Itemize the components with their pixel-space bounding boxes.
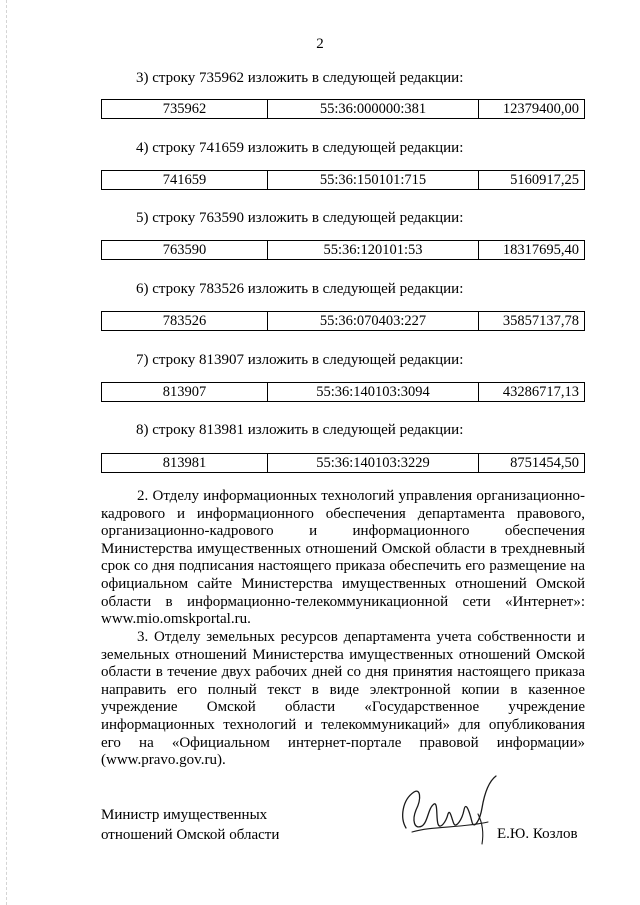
cadastral-value-cell: 8751454,50	[479, 454, 585, 473]
paragraph-line: официальном сайте Министерства имущественных отношений Омской	[101, 575, 585, 592]
page-number: 2	[316, 36, 324, 52]
cadastral-value-cell: 5160917,25	[479, 171, 585, 190]
amendment-table	[101, 453, 585, 473]
paragraph-line: 3. Отделу земельных ресурсов департамента учета собственности и	[137, 629, 585, 645]
paragraph-line: Министерства имущественных отношений Омской области в трехдневный	[101, 540, 585, 557]
cadastral-value-cell: 35857137,78	[479, 312, 585, 331]
row-number-cell: 741659	[102, 171, 268, 190]
paragraph-3	[101, 629, 585, 770]
cadastral-number-cell: 55:36:140103:3094	[268, 383, 479, 402]
table-row	[102, 454, 585, 473]
table-row	[102, 171, 585, 190]
amendment-table	[101, 382, 585, 402]
table-row	[102, 383, 585, 402]
signatory-title	[101, 805, 279, 845]
amendment-table	[101, 240, 585, 260]
handwritten-signature	[392, 770, 502, 850]
row-number-cell: 813981	[102, 454, 268, 473]
paragraph-line: информационных технологий и телекоммуникаций» для опубликования	[101, 716, 585, 733]
cadastral-number-cell: 55:36:140103:3229	[268, 454, 479, 473]
cadastral-value-cell: 18317695,40	[479, 241, 585, 260]
paragraph-line: срок со дня подписания настоящего приказа обеспечить его размещение на	[101, 558, 585, 575]
signatory-title-line: отношений Омской области	[101, 827, 280, 843]
row-number-cell: 783526	[102, 312, 268, 331]
scan-edge	[6, 0, 7, 905]
cadastral-number-cell: 55:36:000000:381	[268, 100, 479, 119]
paragraph-line: кадрового и информационного обеспечения департамента правового,	[101, 505, 585, 522]
paragraph-line: 2. Отделу информационных технологий управления организационно-	[137, 488, 585, 504]
paragraph-line: области в течение двух рабочих дней со дня принятия настоящего приказа	[101, 664, 585, 681]
amendment-table	[101, 170, 585, 190]
paragraph-line: направить его полный текст в виде электронной копии в казенное	[101, 681, 585, 698]
cadastral-value-cell: 43286717,13	[479, 383, 585, 402]
amendment-table	[101, 311, 585, 331]
amendment-intro: 7) строку 813907 изложить в следующей редакции:	[136, 352, 464, 368]
table-row	[102, 241, 585, 260]
cadastral-number-cell: 55:36:120101:53	[268, 241, 479, 260]
amendment-table	[101, 99, 585, 119]
amendment-intro: 6) строку 783526 изложить в следующей редакции:	[136, 281, 464, 297]
row-number-cell: 763590	[102, 241, 268, 260]
cadastral-value-cell: 12379400,00	[479, 100, 585, 119]
amendment-intro: 3) строку 735962 изложить в следующей редакции:	[136, 70, 464, 86]
paragraph-2	[101, 488, 585, 629]
amendment-intro: 4) строку 741659 изложить в следующей редакции:	[136, 140, 464, 156]
website-link-text: www.mio.omskportal.ru.	[101, 611, 251, 628]
row-number-cell: 813907	[102, 383, 268, 402]
signatory-title-line: Министр имущественных	[101, 807, 268, 823]
website-link-text: (www.pravo.gov.ru).	[101, 752, 226, 769]
row-number-cell: 735962	[102, 100, 268, 119]
paragraph-line: учреждение Омской области «Государственное учреждение	[101, 699, 585, 716]
table-row	[102, 100, 585, 119]
table-row	[102, 312, 585, 331]
paragraph-line: организационно-кадрового и информационного обеспечения	[101, 523, 585, 540]
paragraph-line: области в информационно-телекоммуникационной сети «Интернет»:	[101, 593, 585, 610]
cadastral-number-cell: 55:36:150101:715	[268, 171, 479, 190]
amendment-intro: 8) строку 813981 изложить в следующей редакции:	[136, 422, 464, 438]
cadastral-number-cell: 55:36:070403:227	[268, 312, 479, 331]
signatory-name: Е.Ю. Козлов	[497, 826, 578, 842]
paragraph-line: земельных отношений Министерства имущественных отношений Омской	[101, 646, 585, 663]
paragraph-line: его на «Официальном интернет-портале правовой информации»	[101, 734, 585, 751]
amendment-intro: 5) строку 763590 изложить в следующей редакции:	[136, 210, 464, 226]
